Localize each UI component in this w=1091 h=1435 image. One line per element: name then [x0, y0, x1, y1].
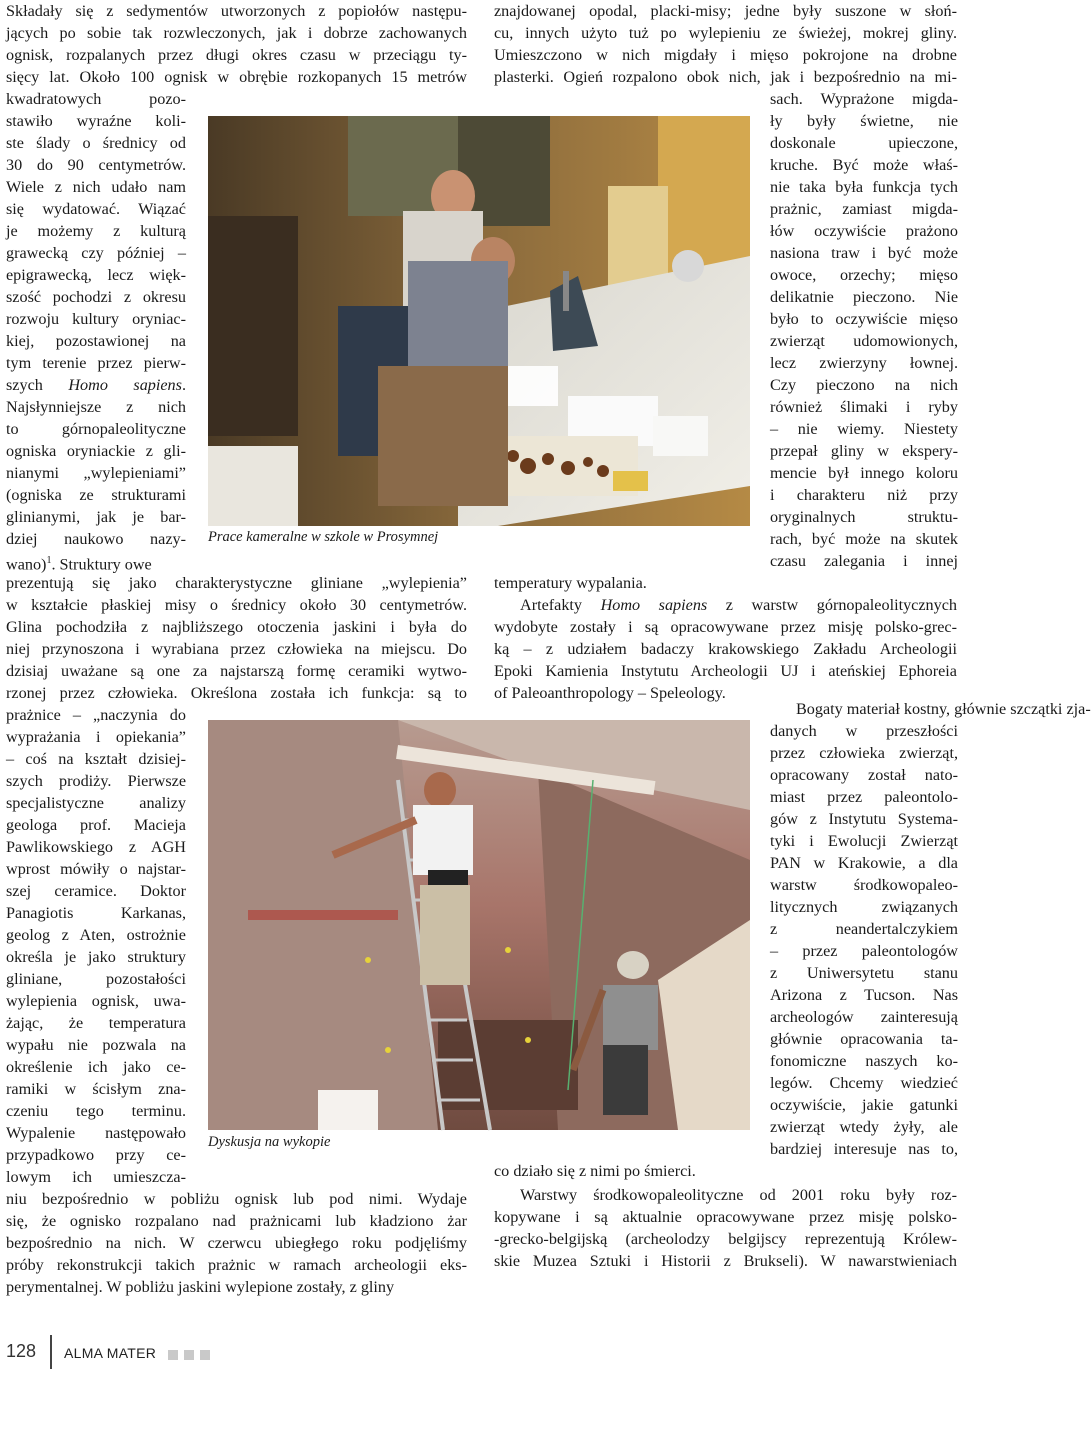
text-line: bardziej interesuje nas to, — [770, 1140, 958, 1158]
text-line: w kształcie płaskiej misy o średnicy około 30 centymetrów. — [6, 596, 467, 614]
text-run: . — [181, 376, 186, 394]
text-line: z Uniwersytetu stanu — [770, 964, 958, 982]
text-line: ste ślady o średnicy od — [6, 134, 186, 152]
text-line: wypału nie pozwala na — [6, 1036, 186, 1054]
text-line — [520, 594, 957, 616]
text-line: szych prodiży. Pierwsze — [6, 772, 186, 790]
page-number: 128 — [6, 1341, 37, 1361]
text-line: lowym ich umieszcza- — [6, 1168, 186, 1186]
text-line: Panagiotis Karkanas, — [6, 904, 186, 922]
text-line: oryginalnych struktu- — [770, 508, 958, 526]
text-line: wprost mówiły o najstar- — [6, 860, 186, 878]
text-line: również ślimaki i ryby — [770, 398, 958, 416]
text-line: archeologów zainteresują — [770, 1008, 958, 1026]
text-line: określa je jako struktury — [6, 948, 186, 966]
text-line: skie Muzea Sztuki i Historii z Brukseli). W nawarstwieniach — [494, 1252, 957, 1270]
text-line: perymentalnej. W pobliżu jaskini wylepione zostały, z gliny — [6, 1278, 395, 1296]
text-line: of Paleoanthropology – Speleology. — [494, 684, 726, 702]
text-line: czasu zalegania i innej — [770, 552, 958, 570]
photo2-caption: Dyskusja na wykopie — [208, 1134, 331, 1150]
text-line: kwadratowych pozo- — [6, 90, 186, 108]
text-line: było to oczywiście mięso — [770, 310, 958, 328]
text-line: -grecko-belgijską (archeolodzy belgijscy reprezentują Królew- — [494, 1230, 957, 1248]
text-line: delikatnie pieczono. Nie — [770, 288, 958, 306]
text-line: danych w przeszłości — [770, 722, 958, 740]
text-line: tyki i Ewolucji Zwierząt — [770, 832, 958, 850]
text-line: sach. Wyprażone migda- — [770, 90, 958, 108]
text-line: Najsłynniejsze z nich — [6, 398, 186, 416]
text-line: Warstwy środkowopaleolityczne od 2001 roku były roz- — [520, 1186, 957, 1204]
text-line: ramiki w ścisłym zna- — [6, 1080, 186, 1098]
text-line: plasterki. Ogień rozpalono obok nich, jak i bezpośrednio na mi- — [494, 68, 957, 86]
text-line: mencie był innego koloru — [770, 464, 958, 482]
species-name: Homo sapiens — [68, 376, 182, 394]
text-line: to górnopaleolityczne — [6, 420, 186, 438]
text-line: zwierząt udomowionych, — [770, 332, 958, 350]
text-line: i charakteru niż przy — [770, 486, 958, 504]
text-line: przypadkowo przy ce- — [6, 1146, 186, 1164]
footer-square-icon — [168, 1350, 178, 1360]
text-line: geolog z Aten, ostrożnie — [6, 926, 186, 944]
text-line: prażnic, zamiast migda- — [770, 200, 958, 218]
text-line: Bogaty materiał kostny, głównie szczątki zja- — [796, 700, 1091, 718]
text-line: znajdowanej opodal, placki-misy; jedne były suszone w słoń- — [494, 2, 957, 20]
text-line: określenie ich jako ce- — [6, 1058, 186, 1076]
text-line: wyprażania i opiekania” — [6, 728, 186, 746]
text-line: temperatury wypalania. — [494, 574, 647, 592]
text-line: – nie wiemy. Niestety — [770, 420, 958, 438]
text-run: z warstw górnopaleolitycznych — [707, 596, 957, 614]
text-line: nianymi „wylepieniami” — [6, 464, 186, 482]
text-line: owoce, orzechy; mięso — [770, 266, 958, 284]
text-line: oczywiście, jakie gatunki — [770, 1096, 958, 1114]
text-line: zwierząt wtedy żyły, ale — [770, 1118, 958, 1136]
text-line: epigrawecką, lecz więk- — [6, 266, 186, 284]
photo-excavation — [208, 720, 750, 1130]
species-name: Homo sapiens — [600, 596, 708, 614]
text-line: co działo się z nimi po śmierci. — [494, 1162, 696, 1180]
text-line: z neandertalczykiem — [770, 920, 958, 938]
text-line: niej przynoszona i wyrabiana przez człowieka na miejscu. Do — [6, 640, 467, 658]
text-line: wydobyte zostały i są opracowywane przez misję polsko-grec- — [494, 618, 957, 636]
text-line: łów oczywiście prażono — [770, 222, 958, 240]
text-line: je możemy z kulturą — [6, 222, 186, 240]
text-line: przez człowieka zwierząt, — [770, 744, 958, 762]
text-line: rzonej przez człowieka. Określona została ich funkcja: są to — [6, 684, 467, 702]
text-run: wano) — [6, 555, 47, 574]
text-line: kruche. Być może właś- — [770, 156, 958, 174]
text-line: ły były świetne, nie — [770, 112, 958, 130]
text-line: lecz zwierzyny łownej. — [770, 354, 958, 372]
text-line: litycznych związanych — [770, 898, 958, 916]
text-line: dzisiaj uważane są one za najstarszą formę ceramiki wytwo- — [6, 662, 467, 680]
photo1-caption: Prace kameralne w szkole w Prosymnej — [208, 529, 439, 545]
text-line: gów z Instytutu Systema- — [770, 810, 958, 828]
text-line: wylepienia ognisk, uwa- — [6, 992, 186, 1010]
text-line: legów. Chcemy wiedzieć — [770, 1074, 958, 1092]
text-line: Wypalenie następowało — [6, 1124, 186, 1142]
text-line: żając, że temperatura — [6, 1014, 186, 1032]
text-run: szych — [6, 376, 69, 394]
text-line: Pawlikowskiego z AGH — [6, 838, 186, 856]
text-line: prezentują się jako charakterystyczne gliniane „wylepienia” — [6, 574, 467, 592]
text-line: glinianymi, jak je bar- — [6, 508, 186, 526]
text-line: sięcy lat. Około 100 ognisk w obrębie rozkopanych 15 metrów — [6, 68, 467, 86]
text-line: 30 do 90 centymetrów. — [6, 156, 186, 174]
text-run: . Struktury owe — [51, 555, 152, 574]
text-line: kopywane i są aktualnie opracowywane przez misję polsko- — [494, 1208, 957, 1226]
text-line: gliniane, pozostałości — [6, 970, 186, 988]
text-line: ką – z udziałem badaczy krakowskiego Zakładu Archeologii — [494, 640, 957, 658]
text-line: szej ceramice. Doktor — [6, 882, 186, 900]
text-line: Glina pochodziła z najbliższego otoczenia jaskini i była do — [6, 618, 467, 636]
text-line: próby rekonstrukcji takich prażnic w ramach archeologii eks- — [6, 1256, 467, 1274]
text-line: Czy pieczono na nich — [770, 376, 958, 394]
footnote-marker: 1 — [46, 555, 52, 566]
text-line: przepał gliny w ekspery- — [770, 442, 958, 460]
text-line: miast przez paleontolo- — [770, 788, 958, 806]
text-line: rach, być może na skutek — [770, 530, 958, 548]
text-line: czeniu tego terminu. — [6, 1102, 186, 1120]
text-line: się wydatować. Wiązać — [6, 200, 186, 218]
text-line: rozwoju kultury oryniac- — [6, 310, 186, 328]
text-line: szość pochodzi z okresu — [6, 288, 186, 306]
text-line: doskonale upieczone, — [770, 134, 958, 152]
text-line: tym terenie przez pierw- — [6, 354, 186, 372]
text-line: Składały się z sedymentów utworzonych z popiołów następu- — [6, 2, 467, 20]
text-line: nasiona traw i być może — [770, 244, 958, 262]
text-line: kiej, pozostawionej na — [6, 332, 186, 350]
text-line: bezpośrednio na nich. W czerwcu ubiegłego roku podjęliśmy — [6, 1234, 467, 1252]
text-line: niu bezpośrednio w pobliżu ognisk lub pod nimi. Wydaje — [6, 1190, 467, 1208]
text-line: Epoki Kamienia Instytutu Archeologii UJ i ateńskiej Ephoreia — [494, 662, 957, 680]
text-line: ogniska oryniackie z gli- — [6, 442, 186, 460]
magazine-name: ALMA MATER — [64, 1345, 157, 1361]
text-line: (ogniska ze strukturami — [6, 486, 186, 504]
text-line: głównie opracowania ta- — [770, 1030, 958, 1048]
text-line: ognisk, rozpalanych przez długi okres czasu w przeciągu ty- — [6, 46, 467, 64]
text-line: – przez paleontologów — [770, 942, 958, 960]
text-line: fonomiczne naszych ko- — [770, 1052, 958, 1070]
text-line: jących po sobie tak rozwleczonych, jak i dobrze zachowanych — [6, 24, 467, 42]
text-run: Artefakty — [520, 596, 601, 614]
text-line: grawecką czy później – — [6, 244, 186, 262]
text-line: geologa prof. Macieja — [6, 816, 186, 834]
text-line: specjalistyczne analizy — [6, 794, 186, 812]
text-line: się, że ognisko rozpalano nad prażnicami lub kładziono żar — [6, 1212, 467, 1230]
text-line: warstw środkowopaleo- — [770, 876, 958, 894]
text-line: Wiele z nich udało nam — [6, 178, 186, 196]
text-line: Umieszczono w nich migdały i mięso pokrojone na drobne — [494, 46, 957, 64]
text-line: – coś na kształt dzisiej- — [6, 750, 186, 768]
text-line: PAN w Krakowie, a dla — [770, 854, 958, 872]
footer-square-icon — [184, 1350, 194, 1360]
text-line: dziej naukowo nazy- — [6, 530, 186, 548]
footer-divider — [50, 1335, 52, 1369]
text-line: nie taka była funkcja tych — [770, 178, 958, 196]
text-line: Arizona z Tucson. Nas — [770, 986, 958, 1004]
text-line: prażnice – „naczynia do — [6, 706, 186, 724]
photo-lab-work — [208, 116, 750, 526]
footer-square-icon — [200, 1350, 210, 1360]
text-line: stawiło wyraźne koli- — [6, 112, 186, 130]
text-line — [6, 374, 186, 396]
text-line: opracowany został nato- — [770, 766, 958, 784]
text-line: cu, innych użyto tuż po wylepieniu ze świeżej, mokrej gliny. — [494, 24, 957, 42]
